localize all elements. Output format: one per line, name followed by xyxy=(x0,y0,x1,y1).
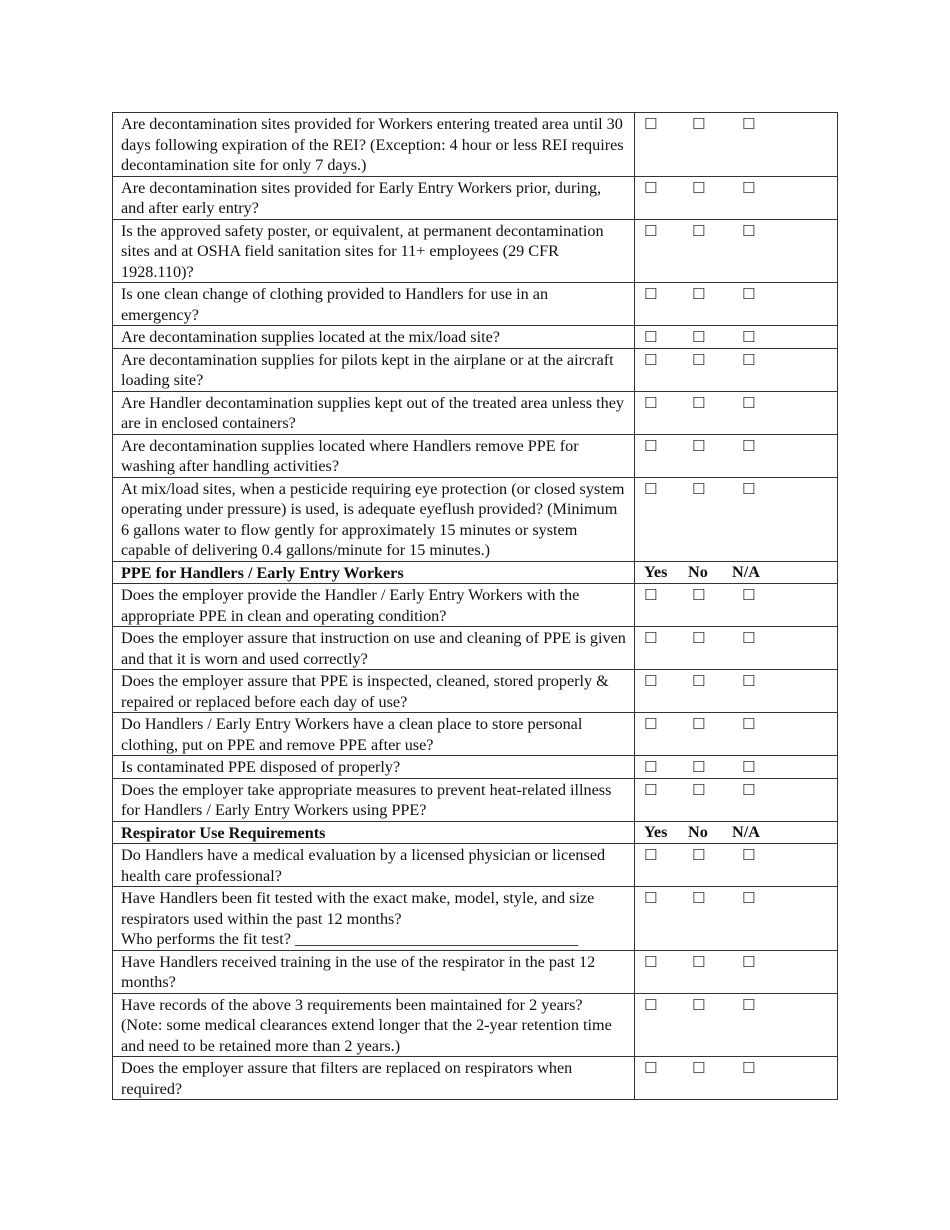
yes-checkbox[interactable]: ☐ xyxy=(644,758,658,776)
na-checkbox[interactable]: ☐ xyxy=(742,393,756,412)
answer-options xyxy=(635,670,838,713)
no-checkbox[interactable]: ☐ xyxy=(692,328,706,346)
question-cell xyxy=(113,950,635,993)
question-text: Does the employer assure that instruction on use and cleaning of PPE is given and that it is worn and used correctly? xyxy=(121,629,626,668)
question-cell xyxy=(113,1057,635,1100)
na-checkbox[interactable]: ☐ xyxy=(742,479,756,498)
question-cell xyxy=(113,670,635,713)
yes-checkbox[interactable]: ☐ xyxy=(644,672,658,690)
yes-checkbox[interactable]: ☐ xyxy=(644,846,658,864)
question-row xyxy=(113,434,838,477)
question-row xyxy=(113,391,838,434)
column-headers xyxy=(635,561,838,584)
question-text: Have Handlers received training in the use of the respirator in the past 12 months? xyxy=(121,952,596,991)
answer-options xyxy=(635,844,838,887)
answer-options xyxy=(635,176,838,219)
question-text: Are Handler decontamination supplies kept out of the treated area unless they are in enclosed containers? xyxy=(121,393,624,432)
question-text: Is the approved safety poster, or equivalent, at permanent decontamination sites and at OSHA field sanitation sites for 11+ employees (29 CFR 1928.110)? xyxy=(121,221,604,281)
answer-options xyxy=(635,887,838,951)
answer-options xyxy=(635,326,838,349)
question-cell xyxy=(113,887,635,951)
question-row xyxy=(113,713,838,756)
yes-checkbox[interactable]: ☐ xyxy=(644,115,658,133)
question-cell xyxy=(113,176,635,219)
no-checkbox[interactable]: ☐ xyxy=(692,479,706,498)
question-text: Is one clean change of clothing provided to Handlers for use in an emergency? xyxy=(121,285,549,324)
question-row xyxy=(113,113,838,177)
question-row xyxy=(113,348,838,391)
question-row xyxy=(113,670,838,713)
question-text: Does the employer assure that filters are replaced on respirators when required? xyxy=(121,1059,573,1098)
question-text: Are decontamination sites provided for Workers entering treated area until 30 days following expiration of the REI? (Exception: 4 hour or less REI requires decontamination site for only 7 days.) xyxy=(121,115,624,174)
question-cell xyxy=(113,778,635,821)
answer-options xyxy=(635,348,838,391)
na-checkbox[interactable]: ☐ xyxy=(742,629,756,647)
yes-column-header: Yes xyxy=(644,822,668,841)
question-text: Do Handlers / Early Entry Workers have a clean place to store personal clothing, put on PPE and remove PPE after use? xyxy=(121,715,583,754)
no-checkbox[interactable]: ☐ xyxy=(692,758,706,776)
no-checkbox[interactable]: ☐ xyxy=(692,285,706,303)
no-checkbox[interactable]: ☐ xyxy=(692,221,706,240)
na-checkbox[interactable]: ☐ xyxy=(742,846,756,864)
question-text: Does the employer take appropriate measures to prevent heat-related illness for Handlers / Early Entry Workers using PPE? xyxy=(121,780,612,819)
answer-options xyxy=(635,391,838,434)
yes-checkbox[interactable]: ☐ xyxy=(644,629,658,647)
no-checkbox[interactable]: ☐ xyxy=(692,115,706,133)
section-title: PPE for Handlers / Early Entry Workers xyxy=(113,561,635,584)
no-checkbox[interactable]: ☐ xyxy=(692,393,706,412)
question-text: At mix/load sites, when a pesticide requiring eye protection (or closed system operating under pressure) is used, is adequate eyeflush provided? (Minimum 6 gallons water to flow gently for approximately 15 minutes or system capable of delivering 0.4 gallons/minute for 15 minutes.) xyxy=(121,479,625,559)
question-row xyxy=(113,1057,838,1100)
question-text: Have Handlers been fit tested with the exact make, model, style, and size respirators used within the past 12 months? xyxy=(121,889,595,928)
yes-checkbox[interactable]: ☐ xyxy=(644,1059,658,1077)
na-column-header: N/A xyxy=(732,822,760,841)
na-checkbox[interactable]: ☐ xyxy=(742,350,756,369)
question-cell xyxy=(113,713,635,756)
question-cell xyxy=(113,477,635,561)
na-checkbox[interactable]: ☐ xyxy=(742,285,756,303)
na-checkbox[interactable]: ☐ xyxy=(742,221,756,240)
answer-options xyxy=(635,627,838,670)
na-checkbox[interactable]: ☐ xyxy=(742,995,756,1014)
answer-options xyxy=(635,713,838,756)
question-row xyxy=(113,756,838,779)
no-checkbox[interactable]: ☐ xyxy=(692,436,706,455)
question-row xyxy=(113,993,838,1057)
yes-checkbox[interactable]: ☐ xyxy=(644,285,658,303)
na-checkbox[interactable]: ☐ xyxy=(742,758,756,776)
answer-options xyxy=(635,434,838,477)
question-row xyxy=(113,477,838,561)
question-row xyxy=(113,950,838,993)
question-cell xyxy=(113,434,635,477)
na-checkbox[interactable]: ☐ xyxy=(742,1059,756,1077)
checklist-rows xyxy=(113,113,838,1100)
section-title: Respirator Use Requirements xyxy=(113,821,635,844)
question-row xyxy=(113,778,838,821)
na-checkbox[interactable]: ☐ xyxy=(742,115,756,133)
no-checkbox[interactable]: ☐ xyxy=(692,715,706,733)
answer-options xyxy=(635,113,838,177)
question-cell xyxy=(113,283,635,326)
no-checkbox[interactable]: ☐ xyxy=(692,846,706,864)
section-header-row xyxy=(113,821,838,844)
question-row xyxy=(113,326,838,349)
yes-checkbox[interactable]: ☐ xyxy=(644,715,658,733)
question-row xyxy=(113,844,838,887)
na-checkbox[interactable]: ☐ xyxy=(742,672,756,690)
no-checkbox[interactable]: ☐ xyxy=(692,952,706,971)
answer-options xyxy=(635,283,838,326)
yes-checkbox[interactable]: ☐ xyxy=(644,952,658,971)
yes-checkbox[interactable]: ☐ xyxy=(644,780,658,799)
column-headers xyxy=(635,821,838,844)
answer-options xyxy=(635,756,838,779)
question-cell xyxy=(113,756,635,779)
yes-checkbox[interactable]: ☐ xyxy=(644,328,658,346)
no-checkbox[interactable]: ☐ xyxy=(692,889,706,907)
no-checkbox[interactable]: ☐ xyxy=(692,1059,706,1077)
question-cell xyxy=(113,326,635,349)
na-checkbox[interactable]: ☐ xyxy=(742,780,756,799)
no-checkbox[interactable]: ☐ xyxy=(692,672,706,690)
yes-checkbox[interactable]: ☐ xyxy=(644,350,658,369)
na-checkbox[interactable]: ☐ xyxy=(742,889,756,907)
yes-checkbox[interactable]: ☐ xyxy=(644,586,658,604)
question-row xyxy=(113,584,838,627)
na-checkbox[interactable]: ☐ xyxy=(742,328,756,346)
question-cell xyxy=(113,391,635,434)
question-text: Are decontamination supplies for pilots kept in the airplane or at the aircraft loading site? xyxy=(121,350,614,389)
yes-checkbox[interactable]: ☐ xyxy=(644,995,658,1014)
no-checkbox[interactable]: ☐ xyxy=(692,629,706,647)
answer-options xyxy=(635,584,838,627)
na-checkbox[interactable]: ☐ xyxy=(742,178,756,197)
question-row xyxy=(113,627,838,670)
question-text: Does the employer provide the Handler / Early Entry Workers with the appropriate PPE in clean and operating condition? xyxy=(121,586,580,625)
na-checkbox[interactable]: ☐ xyxy=(742,586,756,604)
question-row xyxy=(113,219,838,283)
yes-checkbox[interactable]: ☐ xyxy=(644,889,658,907)
na-checkbox[interactable]: ☐ xyxy=(742,715,756,733)
answer-options xyxy=(635,950,838,993)
yes-checkbox[interactable]: ☐ xyxy=(644,178,658,197)
no-column-header: No xyxy=(688,562,708,581)
no-checkbox[interactable]: ☐ xyxy=(692,350,706,369)
question-text: Do Handlers have a medical evaluation by a licensed physician or licensed health care professional? xyxy=(121,846,606,885)
question-cell xyxy=(113,844,635,887)
no-checkbox[interactable]: ☐ xyxy=(692,780,706,799)
question-cell xyxy=(113,993,635,1057)
question-text: Is contaminated PPE disposed of properly? xyxy=(121,758,401,776)
no-checkbox[interactable]: ☐ xyxy=(692,995,706,1014)
yes-checkbox[interactable]: ☐ xyxy=(644,221,658,240)
section-header-row xyxy=(113,561,838,584)
answer-options xyxy=(635,993,838,1057)
answer-options xyxy=(635,1057,838,1100)
checklist-table xyxy=(112,112,838,1100)
question-cell xyxy=(113,219,635,283)
answer-options xyxy=(635,477,838,561)
yes-checkbox[interactable]: ☐ xyxy=(644,436,658,455)
question-cell xyxy=(113,113,635,177)
question-cell xyxy=(113,348,635,391)
yes-checkbox[interactable]: ☐ xyxy=(644,479,658,498)
no-checkbox[interactable]: ☐ xyxy=(692,178,706,197)
question-cell xyxy=(113,584,635,627)
question-text: Are decontamination supplies located at the mix/load site? xyxy=(121,328,500,346)
yes-column-header: Yes xyxy=(644,562,668,581)
answer-options xyxy=(635,219,838,283)
question-text: Are decontamination sites provided for Early Entry Workers prior, during, and after early entry? xyxy=(121,178,602,217)
question-row xyxy=(113,887,838,951)
question-text: Have records of the above 3 requirements been maintained for 2 years? (Note: some medical clearances extend longer that the 2-year retention time and need to be retained more than 2 years.) xyxy=(121,995,612,1055)
na-column-header: N/A xyxy=(732,562,760,581)
answer-options xyxy=(635,778,838,821)
na-checkbox[interactable]: ☐ xyxy=(742,952,756,971)
question-cell xyxy=(113,627,635,670)
question-row xyxy=(113,283,838,326)
yes-checkbox[interactable]: ☐ xyxy=(644,393,658,412)
question-row xyxy=(113,176,838,219)
question-text: Are decontamination supplies located where Handlers remove PPE for washing after handling activities? xyxy=(121,436,579,475)
no-column-header: No xyxy=(688,822,708,841)
na-checkbox[interactable]: ☐ xyxy=(742,436,756,455)
fit-test-line: Who performs the fit test? ___________________________________ xyxy=(121,930,579,948)
question-text: Does the employer assure that PPE is inspected, cleaned, stored properly & repaired or replaced before each day of use? xyxy=(121,672,609,711)
no-checkbox[interactable]: ☐ xyxy=(692,586,706,604)
